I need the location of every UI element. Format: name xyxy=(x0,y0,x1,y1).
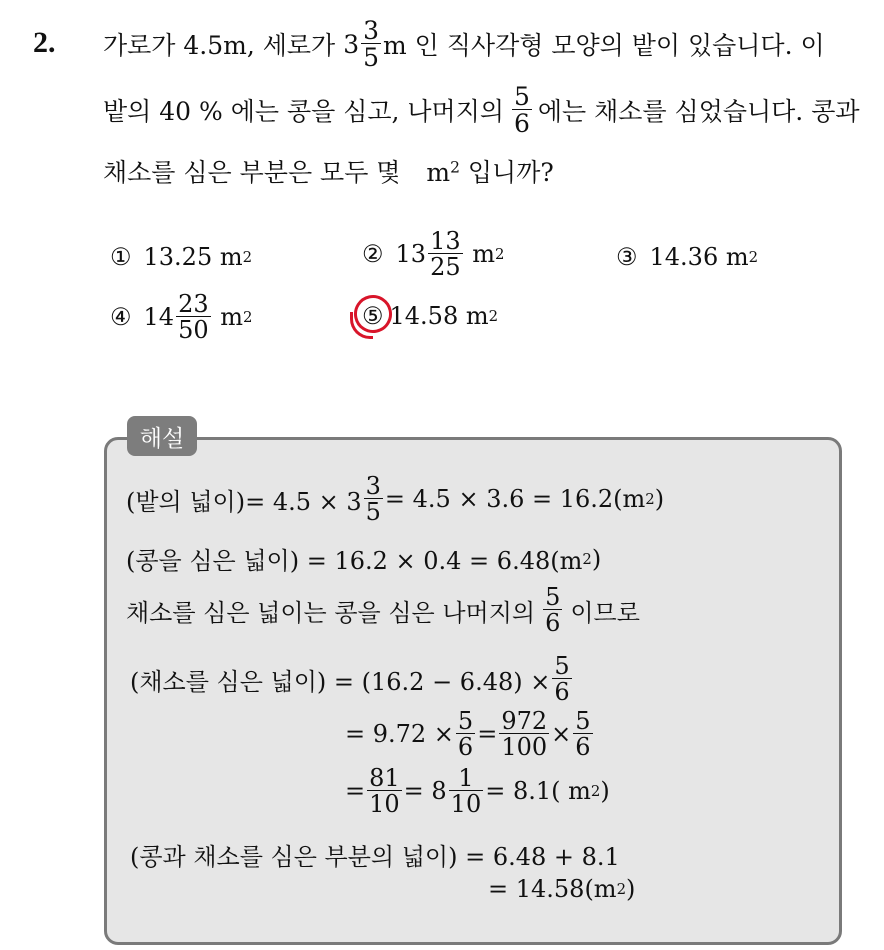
solution-line-5 xyxy=(345,709,595,759)
fraction-numerator: 972 xyxy=(501,707,548,735)
choice-marker: ④ xyxy=(110,303,132,331)
question-line-3 xyxy=(103,153,554,189)
question-line-1 xyxy=(103,18,825,70)
unit: m xyxy=(219,243,243,271)
solution-text: (밭의 넓이)= 4.5 × 3 xyxy=(126,487,362,516)
solution-line-1: (밭의 넓이)= 4.5 × 3 $\frac{3}{5}$ = 4.5 × 3.6 = 16.2(m 2 ) xyxy=(126,472,665,526)
mixed-number-whole: 3 xyxy=(343,29,360,59)
fraction xyxy=(552,654,571,704)
question-text: 입니까? xyxy=(467,158,554,187)
fraction xyxy=(456,709,475,759)
fraction-denominator: 5 xyxy=(365,498,381,526)
fraction-denominator: 25 xyxy=(430,253,461,281)
choice-5[interactable]: ⑤ 14.58 m 2 xyxy=(362,302,498,330)
fraction-numerator: 13 xyxy=(430,227,461,255)
fraction-numerator: 5 xyxy=(514,82,530,111)
fraction-numerator: 5 xyxy=(554,652,570,680)
solution-text: 채소를 심은 넓이는 콩을 심은 나머지의 xyxy=(126,598,536,627)
solution-text: (채소를 심은 넓이) = (16.2 − 6.48) × xyxy=(130,667,551,696)
fraction-denominator: 5 xyxy=(363,43,380,72)
question-line-2 xyxy=(103,84,860,136)
choice-2[interactable]: ② 13 $\frac{13}{25}$ m 2 xyxy=(362,227,505,281)
fraction xyxy=(512,84,532,136)
mixed-number-whole: 13 xyxy=(395,240,427,268)
question-text: m 인 직사각형 모양의 밭이 있습니다. 이 xyxy=(383,31,825,60)
choice-4[interactable]: ④ 14 $\frac{23}{50}$ m 2 xyxy=(110,290,253,344)
solution-line-7 xyxy=(130,837,620,872)
fraction xyxy=(364,474,383,524)
solution-tag: 해설 xyxy=(127,416,197,456)
solution-text: ) xyxy=(591,544,602,573)
solution-line-4 xyxy=(130,654,574,704)
choice-1[interactable]: ① 13.25 m 2 xyxy=(110,243,253,271)
fraction-denominator: 6 xyxy=(545,609,561,637)
choice-value: 13.25 xyxy=(143,243,213,271)
solution-text: = 4.5 × 3.6 = 16.2(m xyxy=(384,485,646,513)
solution-text: ) xyxy=(626,875,636,903)
solution-line-8: = 14.58(m 2 ) xyxy=(488,875,636,903)
choice-marker-glyph: ⑤ xyxy=(362,302,384,330)
solution-text: (콩과 채소를 심은 부분의 넓이) = 6.48 + 8.1 xyxy=(130,843,620,871)
fraction-denominator: 100 xyxy=(501,733,548,761)
fraction-denominator: 10 xyxy=(369,790,400,818)
unit: m xyxy=(220,303,244,331)
choice-value: 14.36 xyxy=(649,243,719,271)
solution-text: = xyxy=(477,720,498,748)
solution-line-6: = $\frac{81}{10}$ = 8 $\frac{1}{10}$ = 8.1( m 2 ) xyxy=(345,764,610,818)
fraction xyxy=(176,292,211,342)
fraction xyxy=(449,766,484,816)
solution-text: = 9.72 × xyxy=(345,720,454,748)
choice-marker: ① xyxy=(110,243,132,271)
red-answer-tail-icon xyxy=(350,312,373,339)
question-text: 가로가 4.5m, 세로가 xyxy=(103,31,336,60)
fraction-denominator: 6 xyxy=(575,733,591,761)
solution-text: 이므로 xyxy=(570,598,640,627)
fraction xyxy=(367,766,402,816)
question-text: 채소를 심은 부분은 모두 몇 xyxy=(103,158,401,187)
unit: m xyxy=(725,243,749,271)
mixed-number-whole: 14 xyxy=(143,303,175,331)
choice-marker: ③ xyxy=(616,243,638,271)
unit: m xyxy=(465,302,489,330)
solution-text: = 8.1( m xyxy=(485,777,591,805)
solution-text: = 8 xyxy=(403,777,447,805)
fraction-denominator: 10 xyxy=(450,790,482,818)
fraction-numerator: 23 xyxy=(178,290,209,318)
question-number: 2. xyxy=(33,26,56,59)
solution-text: ) xyxy=(654,485,665,513)
fraction-numerator: 3 xyxy=(363,16,380,45)
fraction xyxy=(543,585,562,635)
solution-text: = 14.58(m xyxy=(488,875,617,903)
question-text: 밭의 40 % 에는 콩을 심고, 나머지의 xyxy=(103,97,504,126)
fraction-numerator: 1 xyxy=(458,764,474,792)
fraction-numerator: 81 xyxy=(369,764,400,792)
fraction-numerator: 3 xyxy=(365,472,381,500)
fraction-numerator: 5 xyxy=(457,707,474,735)
fraction-denominator: 6 xyxy=(457,733,474,761)
solution-text: × xyxy=(551,720,572,748)
solution-line-3 xyxy=(126,585,640,635)
fraction-denominator: 50 xyxy=(178,316,209,344)
choice-value: 14.58 xyxy=(389,302,459,330)
unit: m xyxy=(426,158,451,187)
fraction-denominator: 6 xyxy=(514,109,530,138)
fraction-denominator: 6 xyxy=(554,678,570,706)
fraction-numerator: 5 xyxy=(575,707,591,735)
solution-text: ) xyxy=(600,777,610,805)
unit: m xyxy=(472,240,496,268)
solution-text: = xyxy=(345,777,366,805)
fraction xyxy=(573,709,592,759)
question-text: 에는 채소를 심었습니다. 콩과 xyxy=(537,97,860,126)
exponent: 2 xyxy=(450,158,460,177)
fraction xyxy=(361,18,381,70)
fraction xyxy=(499,709,549,759)
fraction-numerator: 5 xyxy=(545,583,561,611)
choice-3[interactable]: ③ 14.36 m 2 xyxy=(616,243,759,271)
choice-marker: ② xyxy=(362,240,384,268)
fraction xyxy=(428,229,463,279)
solution-line-2: (콩을 심은 넓이) = 16.2 × 0.4 = 6.48(m 2 ) xyxy=(126,541,601,576)
solution-text: (콩을 심은 넓이) = 16.2 × 0.4 = 6.48(m xyxy=(126,547,583,575)
choice-marker xyxy=(362,302,384,330)
